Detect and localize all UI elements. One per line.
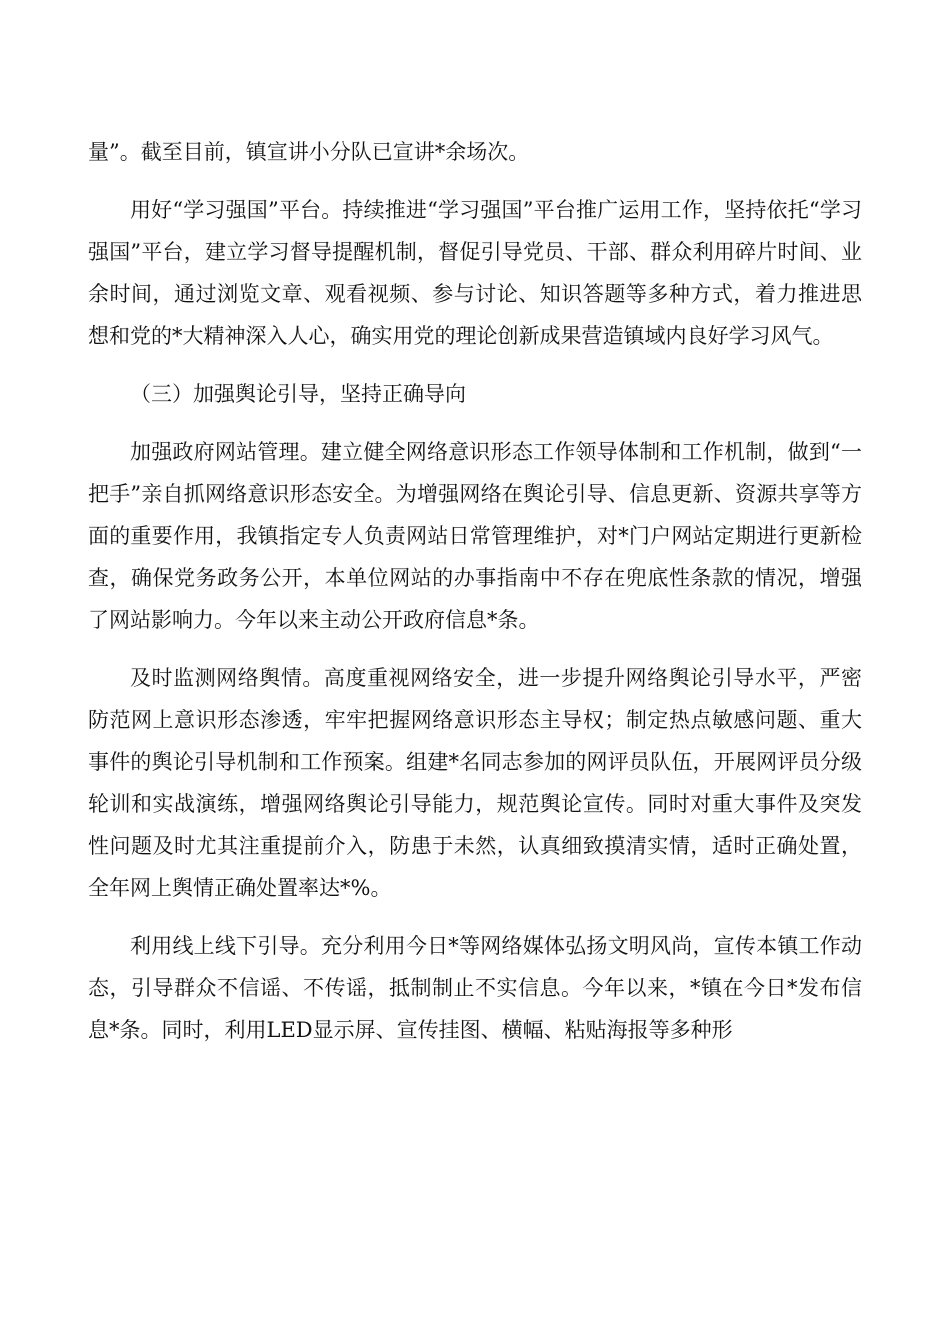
document-body [88, 131, 862, 1067]
paragraph-continuation: 量”。截至目前，镇宣讲小分队已宣讲*余场次。 [88, 140, 530, 164]
paragraph-study-platform: 用好“学习强国”平台。持续推进“学习强国”平台推广运用工作，坚持依托“学习强国”平台，建立学习督导提醒机制，督促引导党员、干部、群众利用碎片时间、业余时间，通过浏览文章、观看视频、参与讨论、知识答题等多种方式，着力推进思想和党的*大精神深入人心，确实用党的理论创新成果营造镇域内良好学习风气。 [88, 198, 862, 348]
section-heading: （三）加强舆论引导，坚持正确导向 [130, 382, 466, 406]
paragraph-public-opinion-monitoring: 及时监测网络舆情。高度重视网络安全，进一步提升网络舆论引导水平，严密防范网上意识形态渗透，牢牢把握网络意识形态主导权；制定热点敏感问题、重大事件的舆论引导机制和工作预案。组建*名同志参加的网评员队伍，开展网评员分级轮训和实战演练，增强网络舆论引导能力，规范舆论宣传。同时对重大事件及突发性问题及时尤其注重提前介入，防患于未然，认真细致摸清实情，适时正确处置，全年网上舆情正确处置率达*%。 [88, 666, 862, 900]
paragraph-online-offline-guidance: 利用线上线下引导。充分利用今日*等网络媒体弘扬文明风尚，宣传本镇工作动态，引导群众不信谣、不传谣，抵制制止不实信息。今年以来，*镇在今日*发布信息*条。同时，利用LED显示屏、宣传挂图、横幅、粘贴海报等多种形 [88, 934, 862, 1042]
paragraph-website-management: 加强政府网站管理。建立健全网络意识形态工作领导体制和工作机制，做到“一把手”亲自抓网络意识形态安全。为增强网络在舆论引导、信息更新、资源共享等方面的重要作用，我镇指定专人负责网站日常管理维护，对*门户网站定期进行更新检查，确保党务政务公开，本单位网站的办事指南中不存在兜底性条款的情况，增强了网站影响力。今年以来主动公开政府信息*条。 [88, 440, 862, 632]
